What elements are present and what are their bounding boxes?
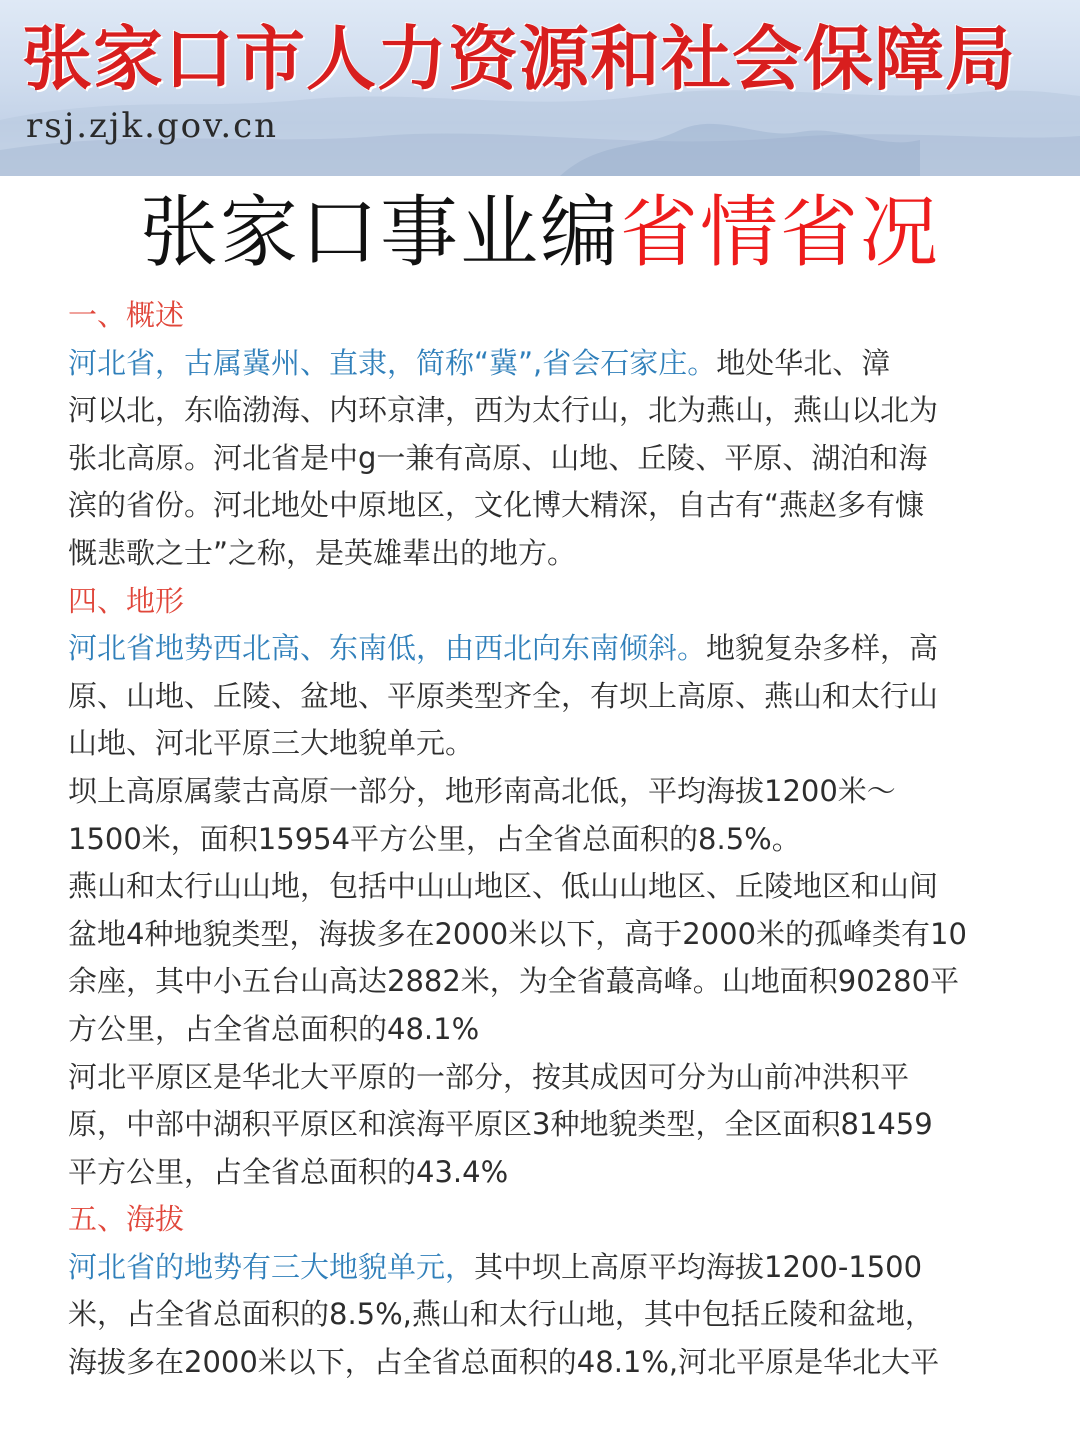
paragraph-line: 原，中部中湖积平原区和滨海平原区3种地貌类型，全区面积81459: [68, 1107, 933, 1142]
page-title-red: 省情省况: [620, 188, 941, 278]
lead-sentence: 河北省的地势有三大地貌单元，: [68, 1249, 475, 1284]
paragraph-line: 山地、河北平原三大地貌单元。: [68, 726, 475, 761]
paragraph-line: 张北高原。河北省是中g一兼有高原、山地、丘陵、平原、湖泊和海: [68, 440, 928, 475]
paragraph-line: 河以北，东临渤海、内环京津，西为太行山，北为燕山，燕山以北为: [68, 393, 939, 428]
paragraph-line: 1500米，面积15954平方公里，占全省总面积的8.5%。: [68, 821, 801, 856]
paragraph-line: 燕山和太行山山地，包括中山山地区、低山山地区、丘陵地区和山间: [68, 869, 939, 904]
bureau-name: 张家口市人力资源和社会保障局: [22, 18, 1016, 100]
paragraph-line: [68, 625, 1008, 673]
paragraph-line: [68, 1244, 1008, 1292]
section-heading-altitude: 五、海拔: [68, 1202, 185, 1237]
paragraph-line: 海拔多在2000米以下，占全省总面积的48.1%,河北平原是华北大平: [68, 1345, 940, 1380]
body-text: 地貌复杂多样，高: [706, 631, 939, 666]
article-body: [68, 292, 1008, 1387]
paragraph-line: [68, 340, 1008, 388]
website-url: rsj.zjk.gov.cn: [26, 106, 279, 146]
paragraph-line: 米，占全省总面积的8.5%,燕山和太行山地，其中包括丘陵和盆地，: [68, 1297, 934, 1332]
lead-sentence: 河北省地势西北高、东南低，由西北向东南倾斜。: [68, 631, 707, 666]
paragraph-line: 慨悲歌之士”之称，是英雄辈出的地方。: [68, 535, 577, 570]
header-banner: [0, 0, 1080, 176]
page-title-black: 张家口事业编: [139, 188, 620, 278]
body-text: 地处华北、漳: [716, 345, 891, 380]
paragraph-line: 滨的省份。河北地处中原地区，文化博大精深，自古有“燕赵多有慷: [68, 488, 925, 523]
paragraph-line: 原、山地、丘陵、盆地、平原类型齐全，有坝上高原、燕山和太行山: [68, 678, 939, 713]
body-text: 其中坝上高原平均海拔1200-1500: [474, 1249, 923, 1284]
paragraph-line: 方公里，占全省总面积的48.1%: [68, 1011, 480, 1046]
paragraph-line: 盆地4种地貌类型，海拔多在2000米以下，高于2000米的孤峰类有10: [68, 916, 967, 951]
paragraph-line: 平方公里，占全省总面积的43.4%: [68, 1154, 509, 1189]
paragraph-line: 河北平原区是华北大平原的一部分，按其成因可分为山前冲洪积平: [68, 1059, 910, 1094]
paragraph-line: 坝上高原属蒙古高原一部分，地形南高北低，平均海拔1200米～: [68, 773, 896, 808]
paragraph-line: 余座，其中小五台山高达2882米，为全省蕞高峰。山地面积90280平: [68, 964, 960, 999]
section-heading-terrain: 四、地形: [68, 583, 185, 618]
section-heading-overview: 一、概述: [68, 298, 185, 332]
lead-sentence: 河北省，古属冀州、直隶，简称“冀”,省会石家庄。: [68, 345, 717, 380]
page-title: [0, 188, 1080, 278]
